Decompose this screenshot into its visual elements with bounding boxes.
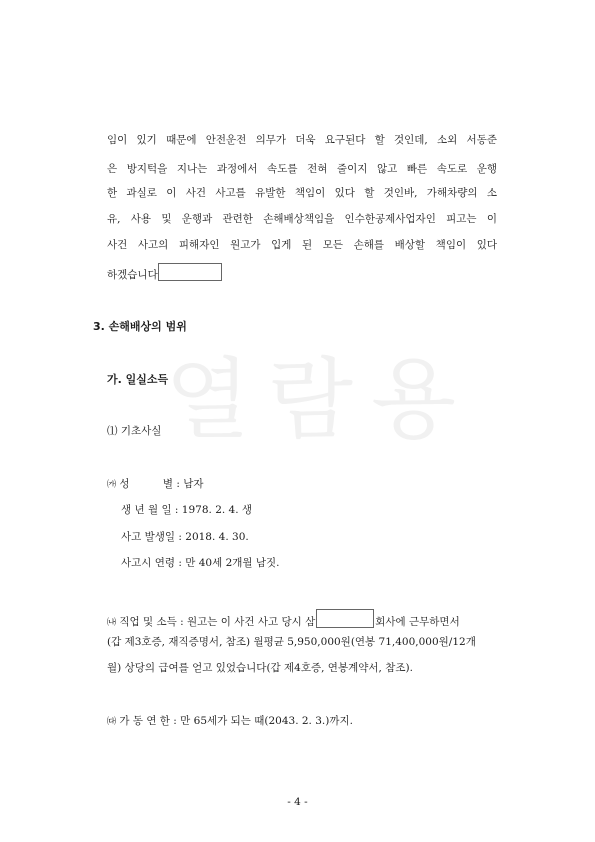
- job-line-2: (갑 제3호증, 재직증명서, 참조) 월평균 5,950,000원(연봉 71,400,000원/12개: [107, 636, 476, 648]
- paragraph-last-text: 하겠습니다: [107, 269, 158, 281]
- paragraph-line-5: 사건 사고의 피해자인 원고가 입게 된 모든 손해를 배상할 책임이 있다: [107, 239, 497, 251]
- watermark: 열람용: [165, 348, 475, 451]
- section-heading: 3. 손해배상의 범위: [93, 320, 187, 333]
- work-period-line: [107, 714, 353, 729]
- page-number: - 4 -: [287, 796, 308, 808]
- age-line: 사고시 연령 : 만 40세 2개월 남짓.: [121, 557, 280, 569]
- job-line-3: 월) 상당의 급여를 얻고 있었습니다(갑 제4호증, 연봉계약서, 참조).: [107, 662, 413, 674]
- job-text-b: 회사에 근무하면서: [375, 616, 460, 628]
- paragraph-line-4: 유, 사용 및 운행과 관련한 손해배상책임을 인수한공제사업자인 피고는 이: [107, 213, 497, 225]
- redaction-box: [158, 263, 222, 281]
- redaction-box: [316, 609, 374, 628]
- job-text-a: 직업 및 소득 : 원고는 이 사건 사고 당시 삼: [119, 616, 316, 628]
- paragraph-line-6: [107, 263, 222, 282]
- work-period-text: 가 동 연 한 : 만 65세가 되는 때(2043. 2. 3.)까지.: [119, 715, 353, 727]
- paragraph-line-2: 은 방지턱을 지나는 과정에서 속도를 전혀 줄이지 않고 빠른 속도로 운행: [107, 163, 497, 175]
- accident-date-line: 사고 발생일 : 2018. 4. 30.: [121, 531, 249, 543]
- basic-facts-heading: ⑴ 기초사실: [107, 425, 162, 437]
- gender-line: [107, 477, 204, 492]
- item-marker-na: ㈏: [107, 618, 117, 628]
- gender-text: 성 별 : 남자: [119, 478, 204, 490]
- birth-date-line: 생 년 월 일 : 1978. 2. 4. 생: [121, 504, 253, 516]
- item-marker-da: ㈐: [107, 717, 117, 727]
- paragraph-line-1: 임이 있기 때문에 안전운전 의무가 더욱 요구된다 할 것인데, 소외 서동준: [107, 134, 497, 146]
- subsection-heading: 가. 일실소득: [107, 373, 169, 386]
- job-line-1: [107, 609, 460, 630]
- item-marker-ga: ㈎: [107, 480, 117, 490]
- paragraph-line-3: 한 과실로 이 사건 사고를 유발한 책임이 있다 할 것인바, 가해차량의 소: [107, 187, 497, 199]
